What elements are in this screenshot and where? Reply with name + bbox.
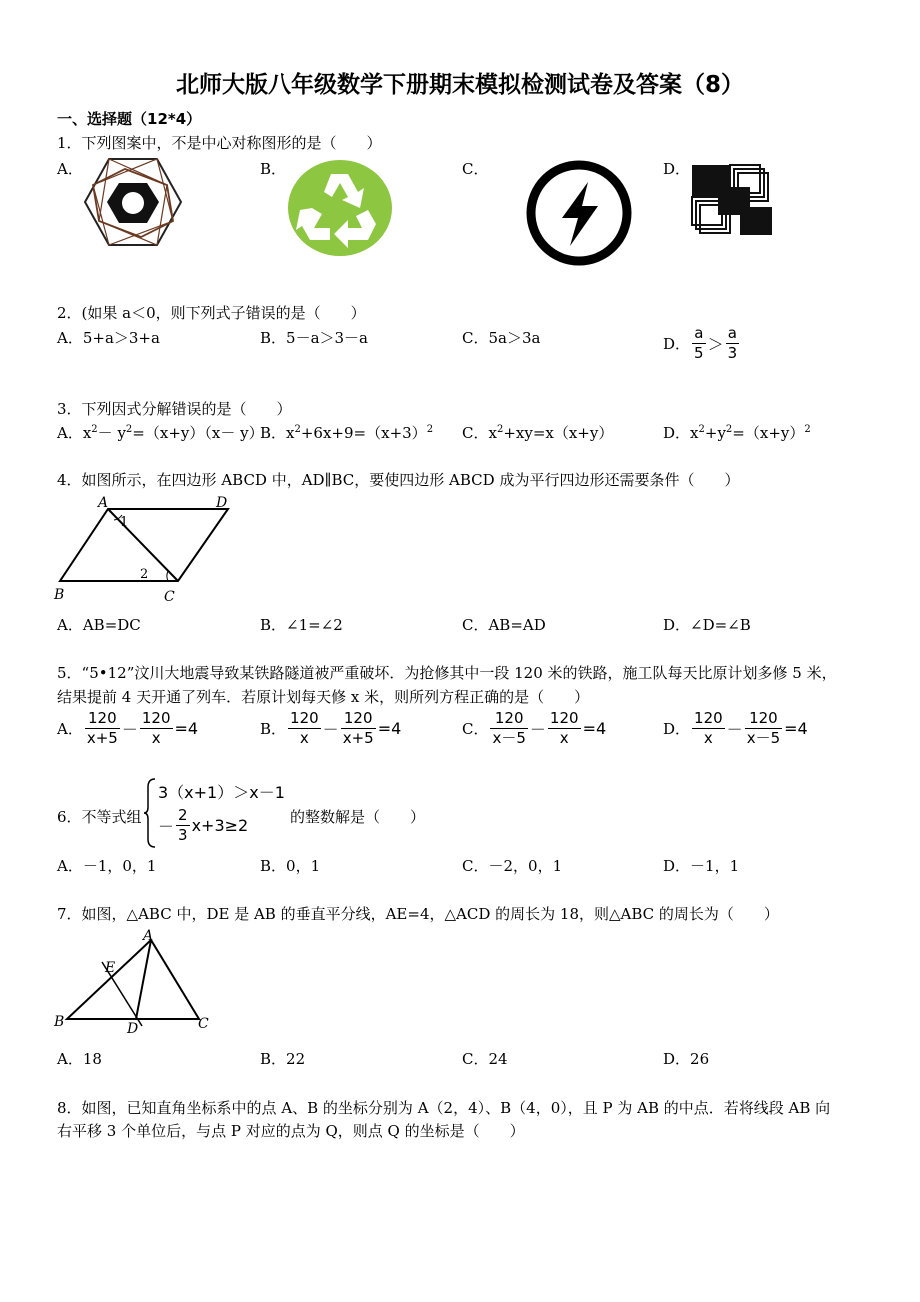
q7-option-a: A．18 [57,1050,102,1068]
angle-1-label: 1 [120,515,129,530]
question-2-stem: 2．(如果 a＜0，则下列式子错误的是（ ） [57,304,366,322]
recycle-icon [288,160,392,256]
q5-option-a: A． $\frac{120}{x+5}$ － $\frac{120}{x}$ =4 [57,709,199,747]
point-d-label: D [127,1021,139,1037]
point-c-label: C [198,1016,209,1032]
question-6-prefix: 6．不等式组 [57,808,142,826]
q3-option-a: A．$x^2- y^2=(x+y)(x- y)$ [57,424,264,442]
q3-option-b: B．$x^2+6x+9=(x+3)^2$ [260,424,434,442]
q7-option-b: B．22 [260,1050,306,1068]
question-5-stem-line2: 结果提前 4 天开通了列车．若原计划每天修 x 米，则所列方程正确的是（ ） [57,688,590,706]
point-c-label: C [164,589,175,605]
question-1-stem: 1．下列图案中，不是中心对称图形的是（ ） [57,134,382,152]
point-b-label: B [54,1014,65,1030]
q7-option-d: D．26 [663,1050,710,1068]
q2-option-c: C．5a＞3a [462,329,541,347]
question-5-stem-line1: 5．“5•12”汶川大地震导致某铁路隧道被严重破坏．为抢修其中一段 120 米的铁路，施工队每天比原计划多修 5 米， [57,664,837,682]
q5-option-c: C． $\frac{120}{x-5}$ － $\frac{120}{x}$ =4 [462,709,607,747]
q7-option-c: C．24 [462,1050,508,1068]
q6-option-b: B．0，1 [260,857,321,875]
q3-option-c: C．$x^2+xy=x(x+y)$ [462,424,614,442]
point-e-label: E [105,960,116,976]
q6-inequality-1: 3（x+1）＞x－1 [158,783,285,802]
section-heading: 一、选择题（12*4） [57,110,202,128]
lightning-circle-icon [526,160,632,266]
q2-option-b: B．5－a＞3－a [260,329,368,347]
point-a-label: A [98,495,109,511]
q4-option-b: B．∠1=∠2 [260,616,343,634]
point-d-label: D [216,495,228,511]
hexagon-nut-icon [83,157,183,247]
angle-2-label: 2 [140,567,149,582]
q4-option-d: D．∠D=∠B [663,616,751,634]
q6-option-d: D．－1，1 [663,857,740,875]
q1-option-b-label: B． [260,160,287,178]
q6-inequality-2: － $\frac{2}{3}$ x+3≥2 [158,806,249,844]
question-7-stem: 7．如图，△ABC 中，DE 是 AB 的垂直平分线，AE=4，△ACD 的周长为 18，则△ABC 的周长为（ ） [57,905,779,923]
question-4-stem: 4．如图所示，在四边形 ABCD 中，AD∥BC，要使四边形 ABCD 成为平行四边形还需要条件（ ） [57,471,740,489]
q1-option-c-label: C． [462,160,489,178]
q4-option-c: C．AB=AD [462,616,546,634]
system-brace [143,777,157,849]
question-3-stem: 3．下列因式分解错误的是（ ） [57,400,292,418]
q3-option-d: D．$x^2+y^2=(x+y)^2$ [663,424,811,442]
q4-option-a: A．AB=DC [57,616,141,634]
point-b-label: B [54,587,65,603]
q1-option-a-label: A． [57,160,83,178]
q2-option-d: D． $\frac{a}{5}$ ＞ $\frac{a}{3}$ [663,324,738,362]
question-8-stem-line2: 右平移 3 个单位后，与点 P 对应的点为 Q，则点 Q 的坐标是（ ） [57,1122,525,1140]
triangle-figure [50,928,220,1038]
q5-option-d: D． $\frac{120}{x}$ － $\frac{120}{x-5}$ =4 [663,709,808,747]
stacked-squares-icon [690,163,774,237]
question-8-stem-line1: 8．如图，已知直角坐标系中的点 A、B 的坐标分别为 A（2，4）、B（4，0），且 P 为 AB 的中点．若将线段 AB 向 [57,1099,831,1117]
parallelogram-figure [50,493,240,608]
point-a-label: A [143,928,154,944]
q2-option-a: A．5+a＞3+a [57,329,160,347]
page-title: 北师大版八年级数学下册期末模拟检测试卷及答案（8） [175,72,744,98]
q5-option-b: B． $\frac{120}{x}$ － $\frac{120}{x+5}$ =4 [260,709,402,747]
question-6-suffix: 的整数解是（ ） [290,808,426,826]
q6-option-c: C．－2，0，1 [462,857,563,875]
q6-option-a: A．－1，0，1 [57,857,157,875]
q1-option-d-label: D． [663,160,691,178]
